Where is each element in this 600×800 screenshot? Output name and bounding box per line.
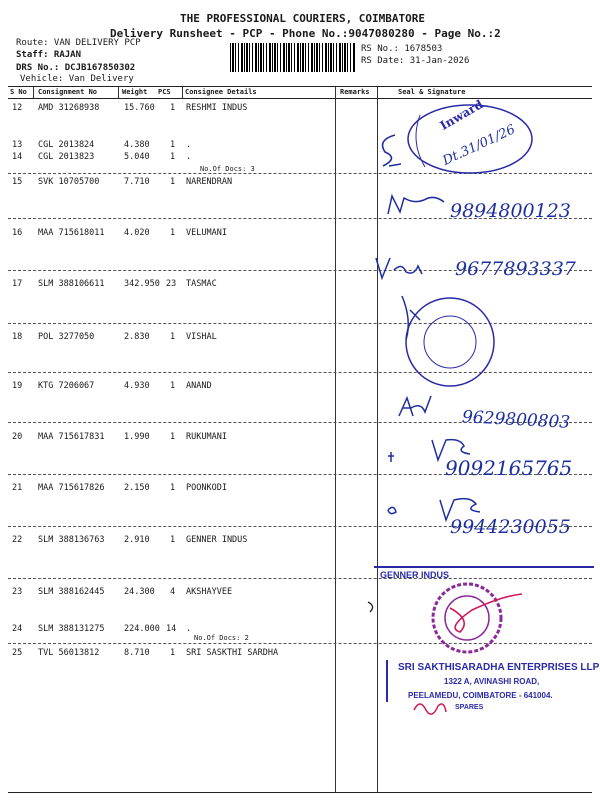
sakthi-stamp-line4: SPARES xyxy=(455,704,484,711)
barcode xyxy=(230,43,355,72)
row-sno: 22 xyxy=(12,535,23,545)
inward-date: Dt.31/01/26 xyxy=(440,122,518,169)
sakthi-stamp-line1: SRI SAKTHISARADHA ENTERPRISES LLP xyxy=(398,662,600,673)
row-weight: 2.830 xyxy=(124,332,150,342)
phone-19: 9629800803 xyxy=(461,407,571,433)
docs-count: No.Of Docs: 3 xyxy=(200,165,255,173)
row-consignment: MAA 715617826 xyxy=(38,483,105,493)
phone-15: 9894800123 xyxy=(450,200,571,222)
col-consignment: Consignment No xyxy=(38,88,98,96)
row-consignee: GENNER INDUS xyxy=(186,535,248,545)
row-pcs: 1 xyxy=(170,381,176,391)
row-pcs: 1 xyxy=(170,140,176,150)
row-consignee: . xyxy=(186,624,192,634)
row-consignee: RESHMI INDUS xyxy=(186,103,248,113)
route-text: Route: VAN DELIVERY PCP xyxy=(16,38,141,48)
row-weight: 5.040 xyxy=(124,152,150,162)
row-sno: 25 xyxy=(12,648,23,658)
row-consignment: SVK 10705700 xyxy=(38,177,100,187)
row-consignment: CGL 2013824 xyxy=(38,140,95,150)
stamp-edge xyxy=(386,660,398,702)
sakthi-stamp-line2: 1322 A, AVINASHI ROAD, xyxy=(444,677,540,686)
row-sno: 20 xyxy=(12,432,23,442)
row-consignee: NARENDRAN xyxy=(186,177,233,187)
row-pcs: 1 xyxy=(170,535,176,545)
col-remarks: Remarks xyxy=(340,88,370,96)
signature-16 xyxy=(372,252,442,282)
row-weight: 342.950 xyxy=(124,279,160,289)
row-weight: 15.760 xyxy=(124,103,155,113)
row-pcs: 1 xyxy=(170,228,176,238)
row-weight: 4.020 xyxy=(124,228,150,238)
row-sno: 14 xyxy=(12,152,23,162)
row-pcs: 4 xyxy=(170,587,176,597)
row-weight: 4.380 xyxy=(124,140,150,150)
genner-stamp-text: GENNER INDUS xyxy=(380,570,450,580)
row-sno: 21 xyxy=(12,483,23,493)
row-consignee: SRI SASKTHI SARDHA xyxy=(186,648,279,658)
sakthi-stamp-line3: PEELAMEDU, COIMBATORE - 641004. xyxy=(408,691,553,700)
phone-20: 9092165765 xyxy=(445,456,573,480)
staff-text: Staff: RAJAN xyxy=(16,50,82,60)
row-sno: 13 xyxy=(12,140,23,150)
signature-25 xyxy=(410,696,450,722)
col-weight: Weight xyxy=(122,88,148,96)
col-consignee: Consignee Details xyxy=(185,88,257,96)
phone-16: 9677893337 xyxy=(455,258,576,280)
row-weight: 7.710 xyxy=(124,177,150,187)
row-pcs: 1 xyxy=(170,103,176,113)
row-sno: 12 xyxy=(12,103,23,113)
row-pcs: 1 xyxy=(170,432,176,442)
row-pcs: 23 xyxy=(166,279,177,289)
row-weight: 2.150 xyxy=(124,483,150,493)
col-divider xyxy=(118,87,119,98)
row-consignee: TASMAC xyxy=(186,279,217,289)
round-stamp xyxy=(390,290,510,390)
col-pcs: PCS xyxy=(158,88,171,96)
runsheet-subtitle: Delivery Runsheet - PCP - Phone No.:9047080280 - Page No.:2 xyxy=(110,27,501,40)
row-weight: 24.300 xyxy=(124,587,155,597)
inward-label: Inward xyxy=(437,97,486,133)
col-divider xyxy=(33,87,34,98)
row-consignment: SLM 388162445 xyxy=(38,587,105,597)
drs-number: DRS No.: DCJB167850302 xyxy=(16,63,136,73)
circular-seal xyxy=(362,580,542,660)
docs-count: No.Of Docs: 2 xyxy=(194,634,249,642)
row-consignee: . xyxy=(186,152,192,162)
table-top-rule xyxy=(8,86,592,87)
row-consignee: AKSHAYVEE xyxy=(186,587,233,597)
row-consignment: SLM 388136763 xyxy=(38,535,105,545)
row-consignee: VELUMANI xyxy=(186,228,227,238)
row-pcs: 1 xyxy=(170,332,176,342)
row-weight: 224.000 xyxy=(124,624,160,634)
row-sno: 23 xyxy=(12,587,23,597)
signature-15 xyxy=(384,190,454,220)
row-sno: 17 xyxy=(12,279,23,289)
row-weight: 4.930 xyxy=(124,381,150,391)
row-sno: 19 xyxy=(12,381,23,391)
row-consignee: . xyxy=(186,140,192,150)
row-consignment: MAA 715617831 xyxy=(38,432,105,442)
row-consignment: CGL 2013823 xyxy=(38,152,95,162)
row-consignment: SLM 388131275 xyxy=(38,624,105,634)
row-consignment: MAA 715618011 xyxy=(38,228,105,238)
company-title: THE PROFESSIONAL COURIERS, COIMBATORE xyxy=(180,12,426,25)
row-consignee: POONKODI xyxy=(186,483,227,493)
row-consignment: KTG 7206067 xyxy=(38,381,95,391)
rs-number: RS No.: 1678503 xyxy=(361,44,443,54)
table-bottom-rule xyxy=(8,792,592,793)
row-pcs: 1 xyxy=(170,177,176,187)
phone-21: 9944230055 xyxy=(450,516,571,538)
row-sno: 18 xyxy=(12,332,23,342)
row-consignment: AMD 31268938 xyxy=(38,103,100,113)
row-weight: 8.710 xyxy=(124,648,150,658)
row-sno: 16 xyxy=(12,228,23,238)
col-sno: S No xyxy=(10,88,27,96)
row-weight: 1.990 xyxy=(124,432,150,442)
signature-19 xyxy=(395,392,435,422)
row-consignee: RUKUMANI xyxy=(186,432,227,442)
row-consignee: ANAND xyxy=(186,381,212,391)
row-consignment: SLM 388106611 xyxy=(38,279,105,289)
row-pcs: 1 xyxy=(170,648,176,658)
row-pcs: 14 xyxy=(166,624,177,634)
signature-12 xyxy=(375,130,405,170)
col-divider xyxy=(182,87,183,98)
col-seal-signature: Seal & Signature xyxy=(398,88,466,96)
rs-date: RS Date: 31-Jan-2026 xyxy=(361,56,470,66)
vehicle-text: Vehicle: Van Delivery xyxy=(20,74,134,84)
row-sno: 15 xyxy=(12,177,23,187)
row-pcs: 1 xyxy=(170,152,176,162)
row-weight: 2.910 xyxy=(124,535,150,545)
row-pcs: 1 xyxy=(170,483,176,493)
row-consignment: POL 3277050 xyxy=(38,332,95,342)
col-divider xyxy=(335,87,336,792)
col-divider xyxy=(377,87,378,792)
row-consignee: VISHAL xyxy=(186,332,217,342)
row-consignment: TVL 56013812 xyxy=(38,648,100,658)
row-sno: 24 xyxy=(12,624,23,634)
